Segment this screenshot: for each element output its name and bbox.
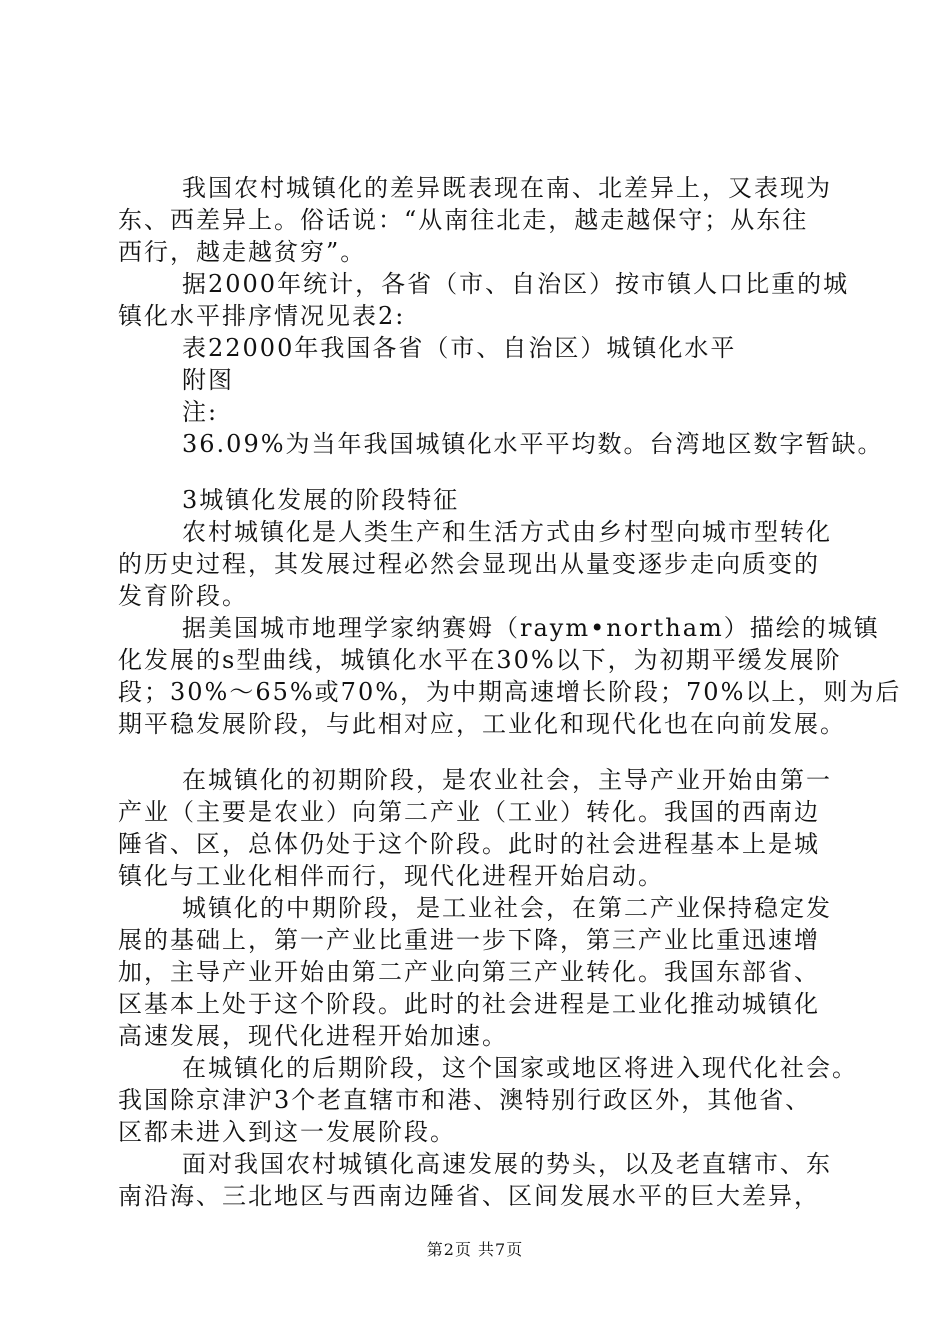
paragraph-regional-differences — [118, 172, 848, 268]
text-line: 的历史过程，其发展过程必然会显现出从量变逐步走向质变的 — [118, 550, 820, 578]
text-line: 据美国城市地理学家纳赛姆（raym•northam）描绘的城镇 — [182, 614, 880, 642]
text-line: 南沿海、三北地区与西南边陲省、区间发展水平的巨大差异， — [118, 1182, 820, 1210]
text-line: 展的基础上，第一产业比重进一步下降，第三产业比重迅速增 — [118, 926, 820, 954]
text-line: 在城镇化的初期阶段，是农业社会，主导产业开始由第一 — [182, 766, 832, 794]
paragraph-urbanization-process — [118, 516, 848, 612]
paragraph-s-curve — [118, 612, 902, 740]
text-line: 在城镇化的后期阶段，这个国家或地区将进入现代化社会。 — [182, 1054, 858, 1082]
text-line: 我国农村城镇化的差异既表现在南、北差异上，又表现为 — [182, 174, 832, 202]
text-line: 发育阶段。 — [118, 582, 248, 610]
text-line: 化发展的s型曲线，城镇化水平在30%以下，为初期平缓发展阶 — [118, 646, 842, 674]
text-line: 陲省、区，总体仍处于这个阶段。此时的社会进程基本上是城 — [118, 830, 820, 858]
page-number: 第2页 共7页 — [426, 1240, 524, 1259]
paragraph-initial-stage — [118, 764, 848, 892]
table-caption: 表22000年我国各省（市、自治区）城镇化水平 — [182, 334, 737, 362]
text-line: 农村城镇化是人类生产和生活方式由乡村型向城市型转化 — [182, 518, 832, 546]
text-line: 镇化与工业化相伴而行，现代化进程开始启动。 — [118, 862, 664, 890]
note-text: 36.09%为当年我国城镇化水平平均数。台湾地区数字暂缺。 — [182, 430, 884, 458]
paragraph-statistics-2000 — [118, 268, 848, 332]
spacer — [118, 740, 848, 764]
text-line: 我国除京津沪3个老直辖市和港、澳特别行政区外，其他省、 — [118, 1086, 812, 1114]
paragraph-late-stage — [118, 1052, 858, 1148]
paragraph-conclusion — [118, 1148, 848, 1212]
note-label: 注: — [182, 398, 219, 426]
text-line: 城镇化的中期阶段，是工业社会，在第二产业保持稳定发 — [182, 894, 832, 922]
spacer — [118, 460, 848, 484]
text-line: 据2000年统计，各省（市、自治区）按市镇人口比重的城 — [182, 270, 850, 298]
text-line: 高速发展，现代化进程开始加速。 — [118, 1022, 508, 1050]
text-line: 段；30%～65%或70%，为中期高速增长阶段；70%以上，则为后 — [118, 678, 902, 706]
text-line: 东、西差异上。俗话说：“从南往北走，越走越保守；从东往 — [118, 206, 809, 234]
text-line: 镇化水平排序情况见表2: — [118, 302, 406, 330]
text-line: 区基本上处于这个阶段。此时的社会进程是工业化推动城镇化 — [118, 990, 820, 1018]
text-line: 区都未进入到这一发展阶段。 — [118, 1118, 456, 1146]
text-line: 加，主导产业开始由第二产业向第三产业转化。我国东部省、 — [118, 958, 820, 986]
text-line: 期平稳发展阶段，与此相对应，工业化和现代化也在向前发展。 — [118, 710, 846, 738]
text-line: 西行，越走越贫穷”。 — [118, 238, 367, 266]
figure-placeholder: 附图 — [182, 366, 234, 394]
paragraph-middle-stage — [118, 892, 848, 1052]
document-body — [118, 172, 902, 1212]
text-line: 面对我国农村城镇化高速发展的势头，以及老直辖市、东 — [182, 1150, 832, 1178]
section-heading: 3城镇化发展的阶段特征 — [182, 486, 460, 514]
text-line: 产业（主要是农业）向第二产业（工业）转化。我国的西南边 — [118, 798, 820, 826]
